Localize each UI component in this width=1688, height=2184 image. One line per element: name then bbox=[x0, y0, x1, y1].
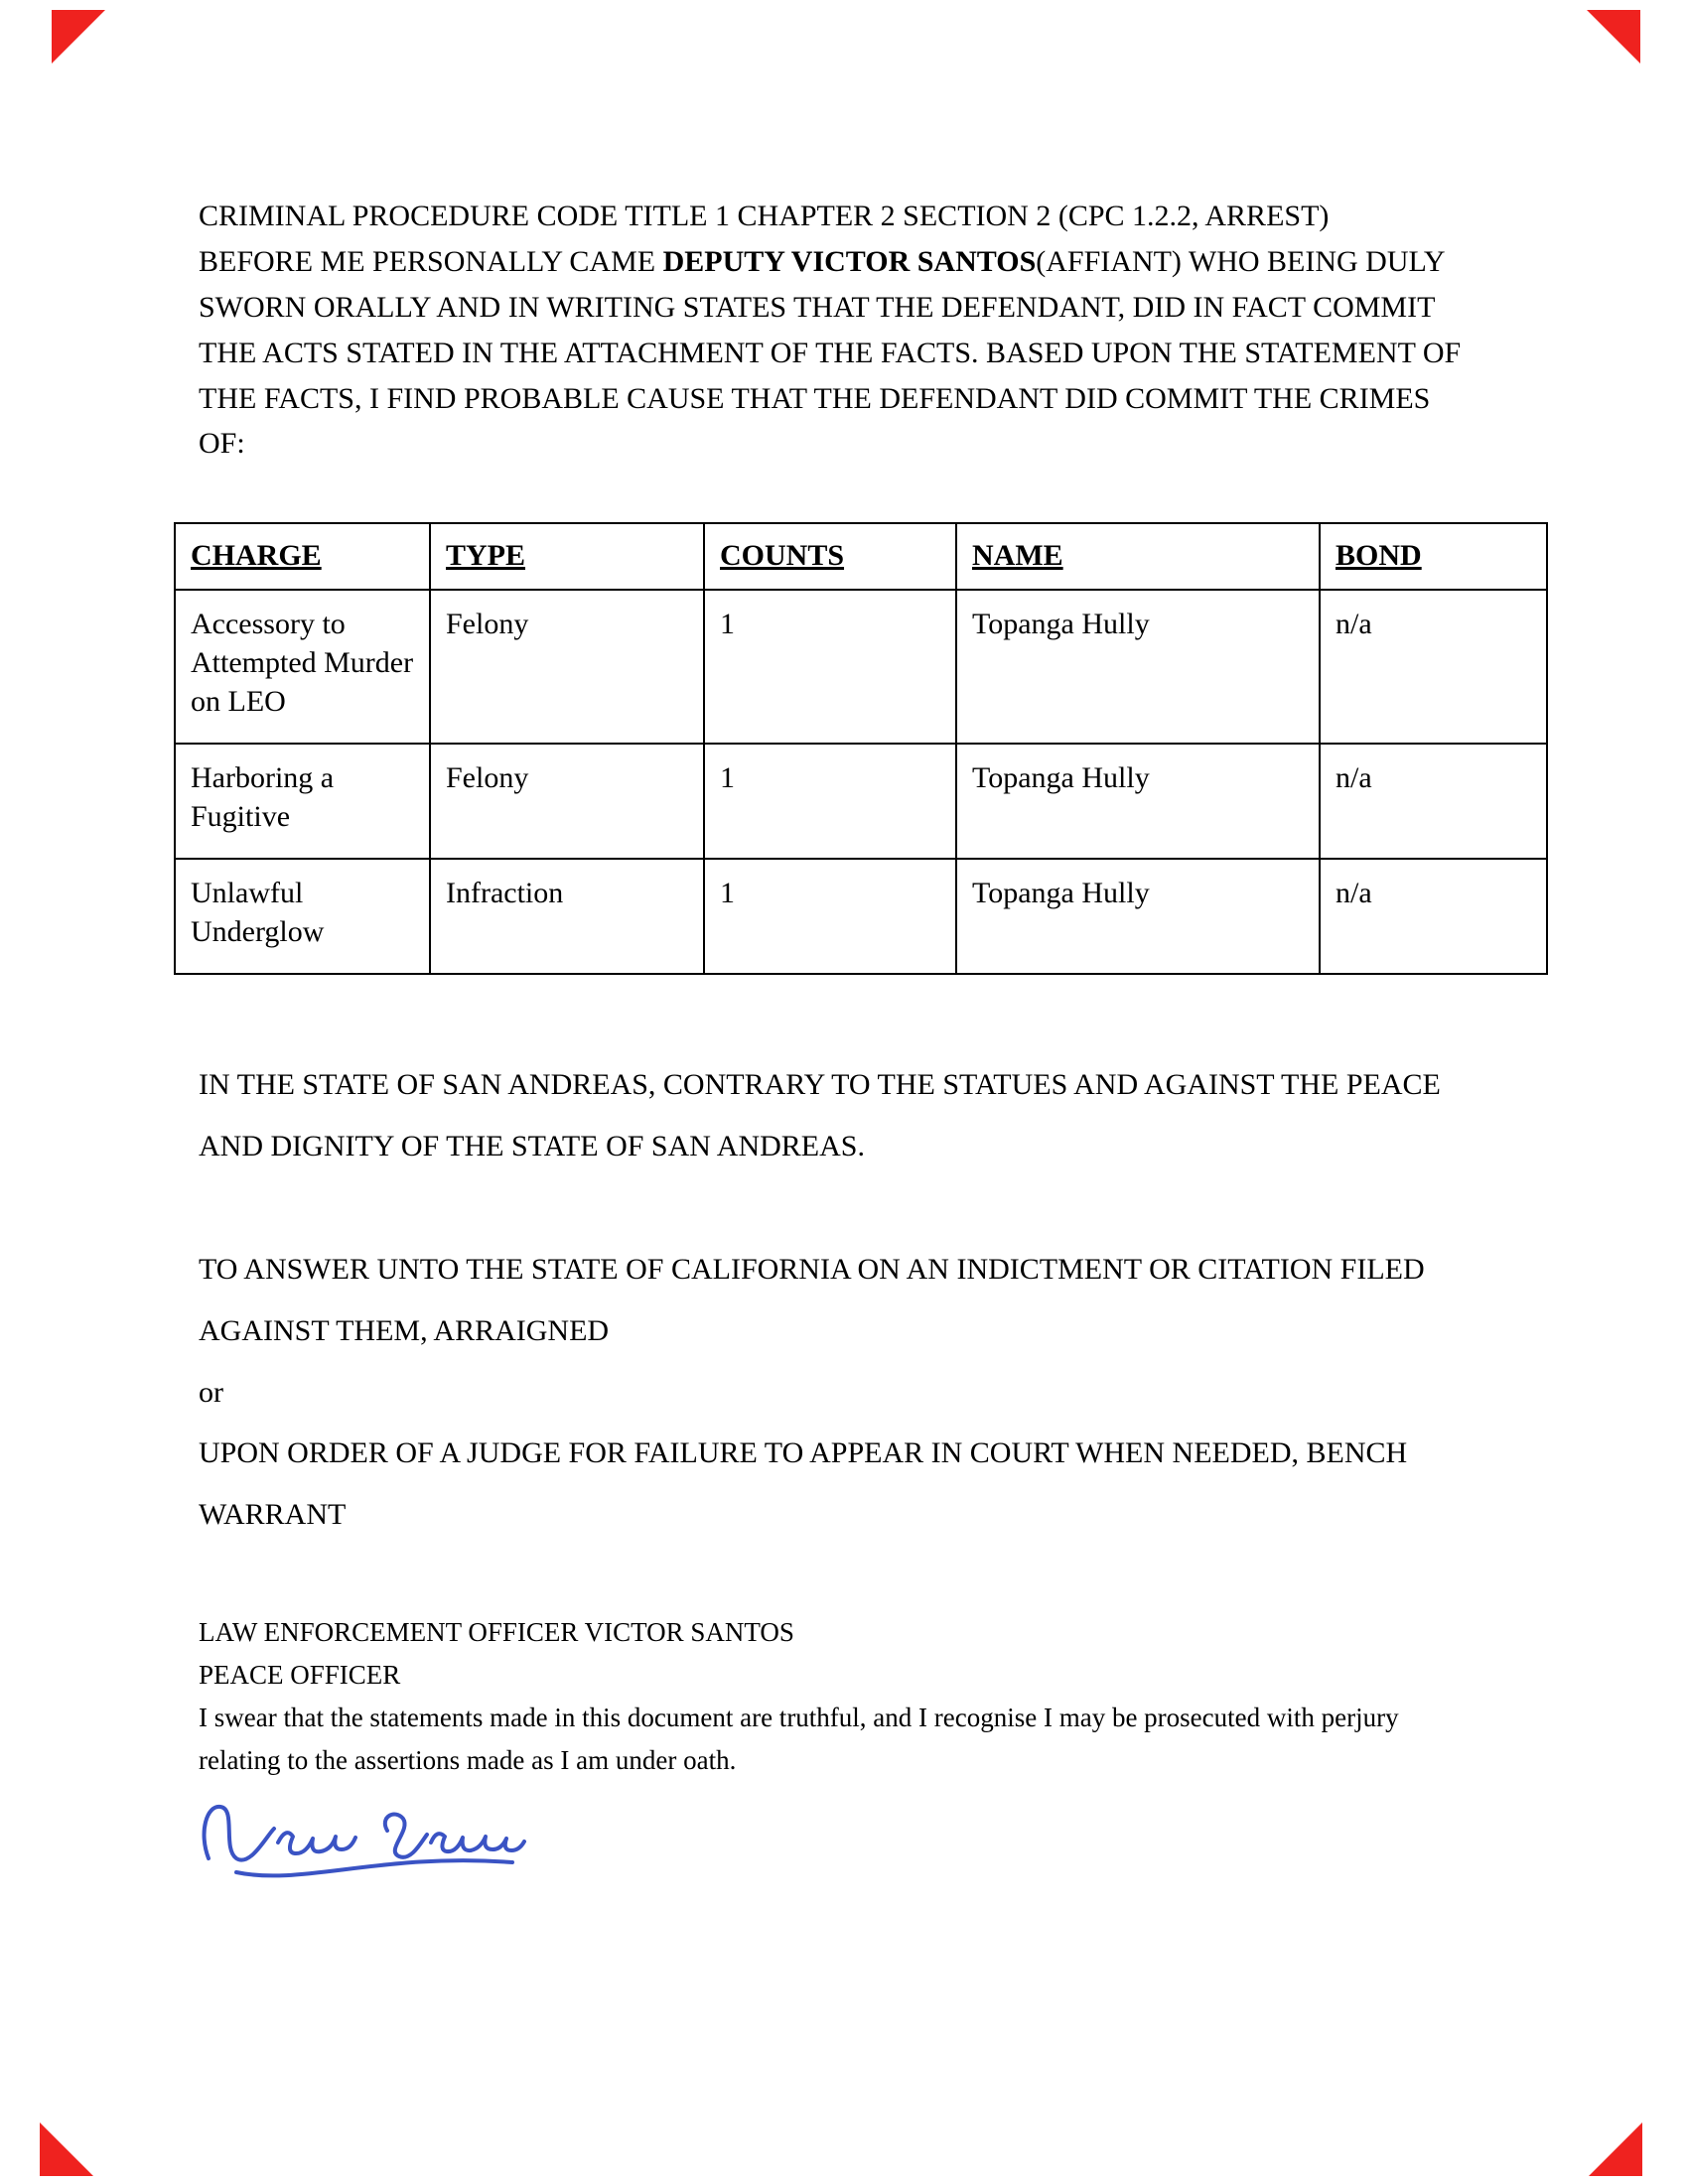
name-cell: Topanga Hully bbox=[956, 859, 1320, 974]
counts-cell: 1 bbox=[704, 859, 956, 974]
affiant-name: DEPUTY VICTOR SANTOS bbox=[662, 244, 1037, 278]
document-content bbox=[174, 194, 1554, 1900]
col-header-name: NAME bbox=[956, 523, 1320, 590]
col-header-charge: CHARGE bbox=[175, 523, 430, 590]
corner-marker-top-left bbox=[52, 10, 105, 64]
bond-cell: n/a bbox=[1320, 590, 1547, 744]
col-header-type: TYPE bbox=[430, 523, 704, 590]
corner-marker-bottom-right bbox=[1589, 2122, 1642, 2176]
name-cell: Topanga Hully bbox=[956, 590, 1320, 744]
charges-table-header-row bbox=[175, 523, 1547, 590]
intro-section bbox=[199, 194, 1479, 467]
bench-warrant-clause: UPON ORDER OF A JUDGE FOR FAILURE TO APPEAR IN COURT WHEN NEEDED, BENCH WARRANT bbox=[199, 1436, 1408, 1532]
or-word: or bbox=[199, 1375, 223, 1409]
charge-row bbox=[175, 859, 1547, 974]
affidavit-text-post: (AFFIANT) WHO BEING DULY SWORN ORALLY AND IN WRITING STATES THAT THE DEFENDANT, DID IN FACT COMMIT THE ACTS STATED IN THE ATTACHMENT OF THE FACTS. BASED UPON THE STATEMENT OF THE FACTS, I FIND PROBABLE CAUSE THAT THE DEFENDANT DID COMMIT THE CRIMES OF: bbox=[199, 244, 1462, 461]
closing-section bbox=[199, 1054, 1479, 1546]
bond-cell: n/a bbox=[1320, 859, 1547, 974]
charge-cell: Harboring a Fugitive bbox=[175, 744, 430, 859]
type-cell: Infraction bbox=[430, 859, 704, 974]
corner-marker-top-right bbox=[1587, 10, 1640, 64]
procedure-code-heading: CRIMINAL PROCEDURE CODE TITLE 1 CHAPTER 2 SECTION 2 (CPC 1.2.2, ARREST) bbox=[199, 200, 1330, 232]
bond-cell: n/a bbox=[1320, 744, 1547, 859]
officer-name-line: LAW ENFORCEMENT OFFICER VICTOR SANTOS bbox=[199, 1616, 794, 1647]
signature-handwriting bbox=[193, 1791, 530, 1900]
answer-clause: TO ANSWER UNTO THE STATE OF CALIFORNIA ON AN INDICTMENT OR CITATION FILED AGAINST THEM, ARRAIGNED bbox=[199, 1252, 1425, 1347]
counts-cell: 1 bbox=[704, 590, 956, 744]
state-clause: IN THE STATE OF SAN ANDREAS, CONTRARY TO THE STATUES AND AGAINST THE PEACE AND DIGNITY OF THE STATE OF SAN ANDREAS. bbox=[199, 1068, 1441, 1163]
col-header-counts: COUNTS bbox=[704, 523, 956, 590]
charge-cell: Accessory to Attempted Murder on LEO bbox=[175, 590, 430, 744]
officer-title-line: PEACE OFFICER bbox=[199, 1660, 401, 1691]
name-cell: Topanga Hully bbox=[956, 744, 1320, 859]
charge-row bbox=[175, 744, 1547, 859]
affidavit-text-pre: BEFORE ME PERSONALLY CAME bbox=[199, 244, 663, 278]
col-header-bond: BOND bbox=[1320, 523, 1547, 590]
attestation-section bbox=[199, 1611, 1430, 1900]
charges-table bbox=[174, 522, 1548, 975]
signature bbox=[193, 1791, 530, 1900]
charge-row bbox=[175, 590, 1547, 744]
type-cell: Felony bbox=[430, 744, 704, 859]
type-cell: Felony bbox=[430, 590, 704, 744]
charge-cell: Unlawful Underglow bbox=[175, 859, 430, 974]
affidavit-paragraph bbox=[199, 239, 1479, 467]
counts-cell: 1 bbox=[704, 744, 956, 859]
corner-marker-bottom-left bbox=[40, 2122, 93, 2176]
oath-text: I swear that the statements made in this document are truthful, and I recognise I may be prosecuted with perjury relating to the assertions made as I am under oath. bbox=[199, 1703, 1399, 1776]
